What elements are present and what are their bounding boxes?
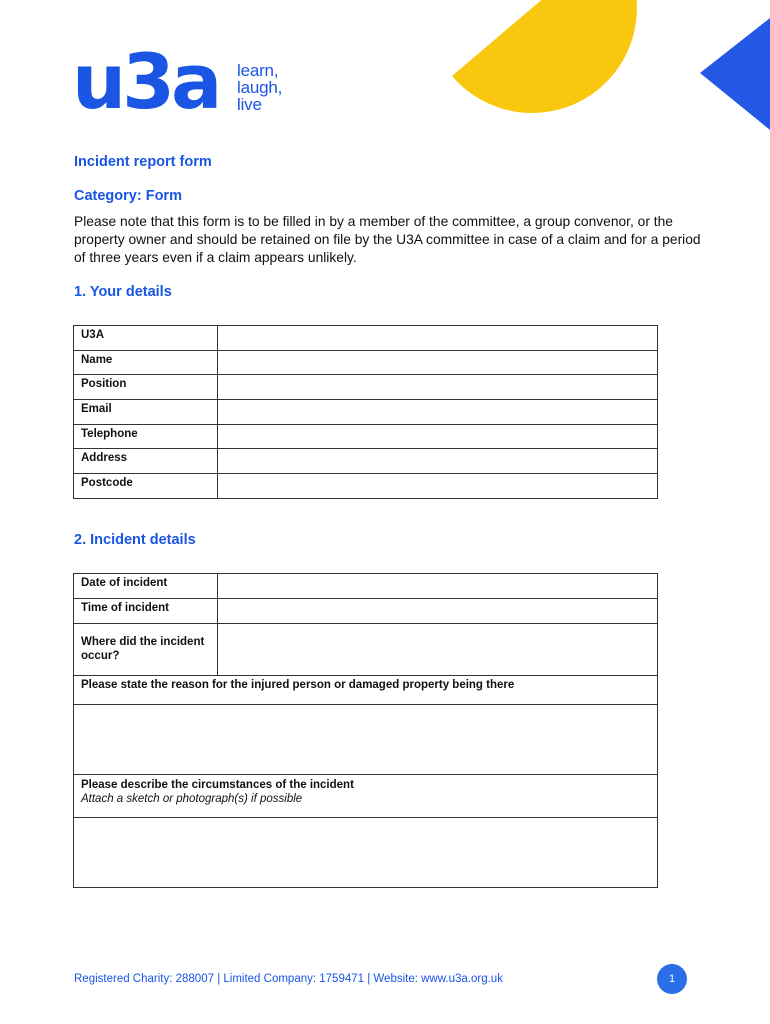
time-of-incident-field[interactable]: [218, 599, 658, 624]
page-number-badge: 1: [657, 964, 687, 994]
reason-field[interactable]: [74, 705, 658, 775]
table-row: [74, 818, 658, 888]
table-row: [74, 350, 658, 375]
your-details-label: Address: [74, 449, 218, 474]
your-details-label: Name: [74, 350, 218, 375]
document-title: Incident report form: [74, 154, 212, 170]
tagline-live: live: [237, 95, 262, 114]
document-category: Category: Form: [74, 188, 182, 204]
where-incident-field[interactable]: [218, 624, 658, 676]
logo-tagline: [237, 62, 282, 113]
table-row: [74, 574, 658, 599]
footer-text: Registered Charity: 288007 | Limited Company: 1759471 | Website: www.u3a.org.uk: [74, 973, 503, 985]
circumstances-label-cell: [74, 775, 658, 818]
section-incident-details-heading: 2. Incident details: [74, 532, 196, 548]
intro-paragraph: Please note that this form is to be filled in by a member of the committee, a group convenor, or the property owner and should be retained on file by the U3A committee in case of a claim and for a period of three years even if a claim appears unlikely.: [74, 214, 701, 265]
time-of-incident-label: Time of incident: [74, 599, 218, 624]
section-your-details-heading: 1. Your details: [74, 284, 172, 300]
table-row: [74, 775, 658, 818]
blue-triangle-decoration: [700, 18, 770, 133]
u3a-logo: [72, 44, 232, 116]
your-details-field[interactable]: [218, 474, 658, 499]
table-row: [74, 474, 658, 499]
your-details-field[interactable]: [218, 400, 658, 425]
your-details-field[interactable]: [218, 350, 658, 375]
table-row: [74, 424, 658, 449]
table-row: [74, 705, 658, 775]
table-row: [74, 375, 658, 400]
circumstances-label: Please describe the circumstances of the incident: [81, 779, 354, 791]
reason-label: Please state the reason for the injured person or damaged property being there: [74, 676, 658, 705]
table-row: [74, 676, 658, 705]
your-details-label: Postcode: [74, 474, 218, 499]
svg-text:u3a: u3a: [72, 44, 219, 116]
where-incident-label: Where did the incident occur?: [74, 624, 218, 676]
your-details-field[interactable]: [218, 449, 658, 474]
circumstances-field[interactable]: [74, 818, 658, 888]
your-details-field[interactable]: [218, 375, 658, 400]
your-details-field[interactable]: [218, 424, 658, 449]
date-of-incident-field[interactable]: [218, 574, 658, 599]
table-row: [74, 449, 658, 474]
table-row: [74, 624, 658, 676]
table-row: [74, 599, 658, 624]
table-row: [74, 326, 658, 351]
your-details-label: Email: [74, 400, 218, 425]
yellow-semicircle-decoration: [440, 0, 640, 120]
your-details-label: Telephone: [74, 424, 218, 449]
table-row: [74, 400, 658, 425]
tagline-learn: learn,: [237, 61, 279, 80]
circumstances-note: Attach a sketch or photograph(s) if possible: [81, 793, 303, 805]
your-details-label: U3A: [74, 326, 218, 351]
your-details-field[interactable]: [218, 326, 658, 351]
your-details-label: Position: [74, 375, 218, 400]
incident-details-table: [73, 573, 658, 888]
date-of-incident-label: Date of incident: [74, 574, 218, 599]
tagline-laugh: laugh,: [237, 78, 283, 97]
your-details-table: [73, 325, 658, 499]
